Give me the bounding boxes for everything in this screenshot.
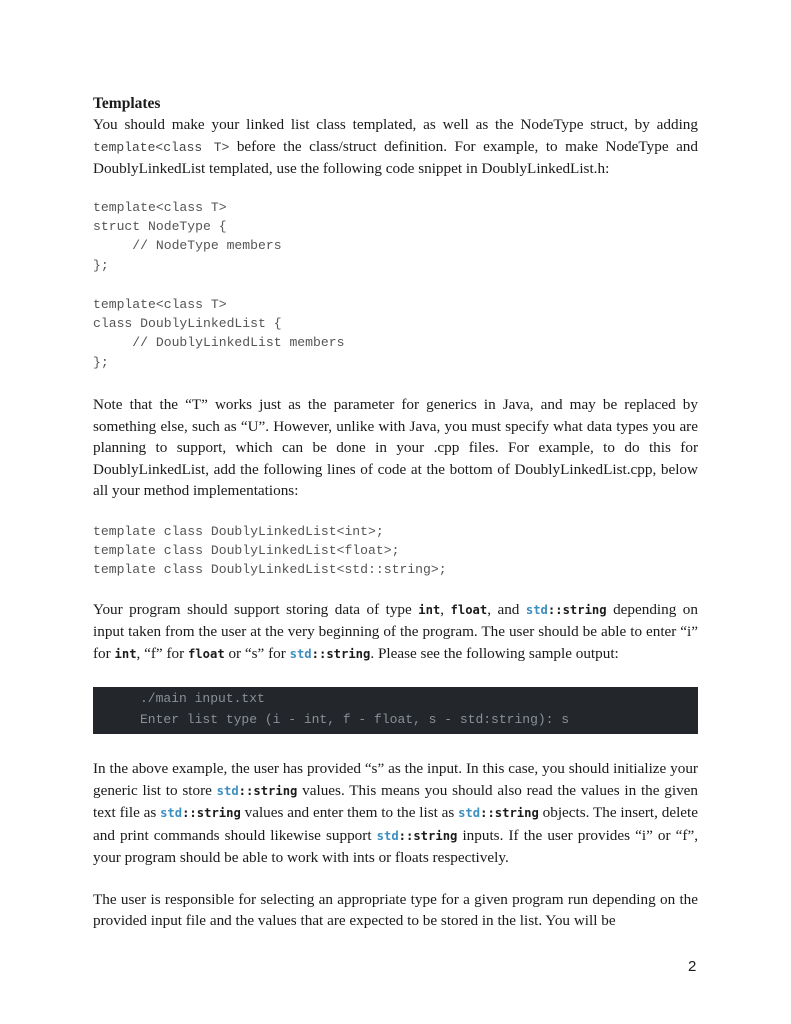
code-namespace: std xyxy=(458,806,481,820)
code-scope: :: xyxy=(480,806,495,820)
text: inputs. If the user provides “i” or “f”, your program should be able to work with ints or floats respectively. xyxy=(93,826,698,866)
text: objects. The insert, delete and print commands should likewise support xyxy=(93,804,698,844)
paragraph-responsibility: The user is responsible for selecting an appropriate type for a given program run depending on the provided input file and the values that are expected to be stored in the list. You will be xyxy=(93,890,698,929)
paragraph-types xyxy=(93,599,698,666)
code-line: template class DoublyLinkedList<float>; xyxy=(93,543,400,559)
code-line: struct NodeType { xyxy=(93,218,227,234)
code-type: string xyxy=(562,602,607,617)
code-namespace: std xyxy=(216,783,239,798)
code-type: string xyxy=(494,806,539,820)
text: , and xyxy=(487,600,526,618)
text: . Please see the following sample output: xyxy=(370,644,619,662)
code-namespace: std xyxy=(160,806,183,820)
text: depending on input taken from the user at the very beginning of the program. The user should be able to enter “i” for xyxy=(93,600,698,662)
code-line: template<class T> xyxy=(93,199,227,215)
text: In the above example, the user has provided “s” as the input. In this case, you should initialize your generic list to store xyxy=(93,760,698,799)
text: values. This means you should also read the values in the given text file as xyxy=(93,781,699,821)
code-line: // NodeType members xyxy=(93,238,282,254)
code-line: // DoublyLinkedList members xyxy=(93,335,345,351)
code-line: }; xyxy=(93,354,109,370)
code-std-string xyxy=(290,647,371,661)
section-heading: Templates xyxy=(93,95,161,112)
code-namespace: std xyxy=(376,828,399,843)
terminal-command: ./main input.txt xyxy=(140,691,265,706)
text: , “f” for xyxy=(136,644,188,662)
document-page xyxy=(93,94,698,665)
code-int: int xyxy=(418,602,441,617)
text: or “s” for xyxy=(224,644,290,662)
text: You should make your linked list class templated, as well as the NodeType struct, by adding xyxy=(93,116,698,133)
text: Your program should support storing data of type xyxy=(93,600,419,618)
text: before the class/struct definition. For example, to make NodeType and DoublyLinkedList templated, use the following code snippet in DoublyLinkedList.h: xyxy=(93,137,698,177)
code-line: }; xyxy=(93,257,109,273)
text: values and enter them to the list as xyxy=(240,804,459,821)
page-number: 2 xyxy=(688,958,697,975)
code-std-string xyxy=(160,806,241,820)
code-namespace: std xyxy=(525,602,548,617)
code-block-instantiation xyxy=(93,522,698,580)
code-line: class DoublyLinkedList { xyxy=(93,315,282,331)
code-type: string xyxy=(326,646,371,661)
text: , xyxy=(440,600,451,618)
code-line: template class DoublyLinkedList<std::string>; xyxy=(93,562,447,578)
terminal-prompt: Enter list type (i - int, f - float, s - std:string): s xyxy=(140,712,570,727)
code-std-string xyxy=(526,603,607,617)
code-line: template class DoublyLinkedList<int>; xyxy=(93,523,384,539)
code-block-header xyxy=(93,198,698,373)
code-int: int xyxy=(114,646,137,661)
paragraph-example xyxy=(93,758,698,869)
inline-code: template<class T> xyxy=(93,139,230,155)
document-page-lower xyxy=(93,758,698,932)
code-scope: :: xyxy=(311,646,327,661)
paragraph-intro xyxy=(93,114,698,180)
code-scope: :: xyxy=(398,828,414,843)
code-type: string xyxy=(413,828,458,843)
code-type: string xyxy=(196,806,241,820)
code-scope: :: xyxy=(547,602,563,617)
paragraph-generics: Note that the “T” works just as the parameter for generics in Java, and may be replaced by something else, such as “U”. However, unlike with Java, you must specify what data types you are planning to support, which can be done in your .cpp files. For example, to do this for DoublyLinkedList, add the following lines of code at the bottom of DoublyLinkedList.cpp, below all your method implementations: xyxy=(93,396,698,500)
code-float: float xyxy=(187,646,225,661)
code-float: float xyxy=(450,602,488,617)
code-std-string xyxy=(458,806,539,820)
code-line: template<class T> xyxy=(93,296,227,312)
code-type: string xyxy=(253,783,298,798)
code-std-string xyxy=(217,784,298,798)
code-namespace: std xyxy=(289,646,312,661)
terminal-sample-output xyxy=(93,687,698,734)
code-scope: :: xyxy=(182,806,197,820)
code-scope: :: xyxy=(238,783,254,798)
code-std-string xyxy=(377,829,458,843)
